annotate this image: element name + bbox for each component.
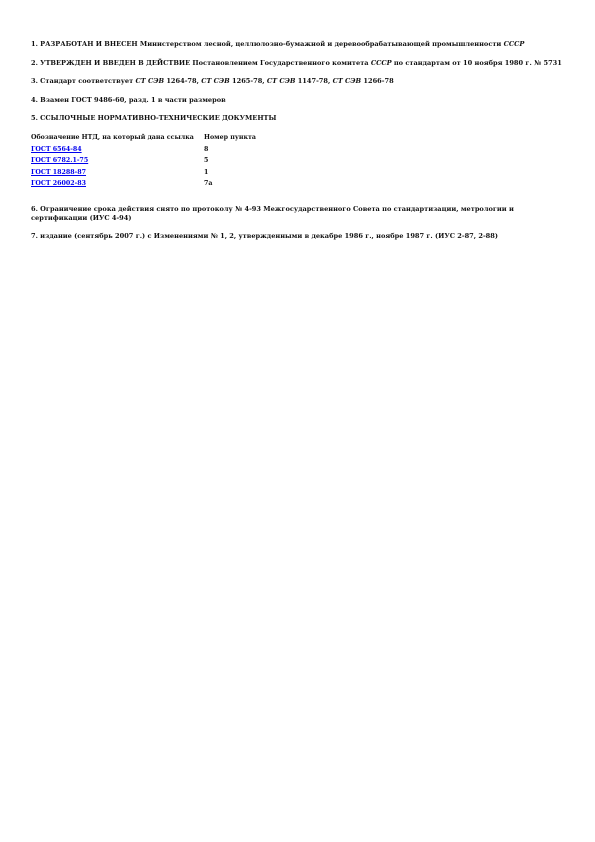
note-text: 4. Взамен ГОСТ 9486-60, разд. 1 в части размеров [31, 95, 226, 104]
reference-link[interactable]: ГОСТ 6782.1-75 [31, 157, 89, 165]
note-paragraph [31, 232, 571, 241]
note-text: СТ СЭВ [332, 77, 362, 85]
table-row [31, 180, 256, 192]
column-header-point: Номер пункта [204, 133, 256, 141]
note-paragraph [31, 96, 571, 105]
table-header-row [31, 133, 256, 146]
point-number: 5 [204, 157, 209, 165]
table-row [31, 146, 256, 158]
note-paragraph [31, 205, 571, 223]
note-text: СТ СЭВ [201, 77, 230, 85]
note-text: 1264-78, [164, 77, 202, 85]
document-page [31, 40, 571, 251]
note-text: 1265-78, [229, 77, 267, 85]
note-text: 1266-78 [361, 77, 394, 85]
note-paragraph [31, 114, 571, 123]
note-text: по стандартам от 10 ноября 1980 г. № 5731 [391, 58, 562, 67]
notes-after-table [31, 205, 571, 242]
reference-link[interactable]: ГОСТ 6564-84 [31, 145, 82, 153]
note-text: СССР [370, 58, 392, 67]
note-text: СТ СЭВ [266, 77, 296, 85]
reference-link[interactable]: ГОСТ 18288-87 [31, 168, 87, 176]
note-text: СТ СЭВ [135, 77, 165, 85]
note-paragraph [31, 40, 571, 49]
note-paragraph [31, 77, 571, 86]
note-text: СССР [503, 40, 525, 48]
point-number: 7а [204, 180, 213, 188]
note-text: 1147-78, [295, 77, 333, 85]
note-text: 5. ССЫЛОЧНЫЕ НОРМАТИВНО-ТЕХНИЧЕСКИЕ ДОКУМЕНТЫ [31, 114, 277, 122]
note-paragraph [31, 59, 571, 68]
notes-before-table [31, 40, 571, 123]
table-row [31, 157, 256, 169]
table-row [31, 169, 256, 181]
note-text: 1. РАЗРАБОТАН И ВНЕСЕН Министерством лесной, целлюлозно-бумажной и деревообрабатывающей промышленности [31, 40, 504, 48]
references-table [31, 133, 256, 192]
point-number: 1 [204, 168, 209, 176]
point-number: 8 [204, 145, 209, 153]
column-header-document: Обозначение НТД, на который дана ссылка [31, 133, 194, 141]
note-text: 2. УТВЕРЖДЕН И ВВЕДЕН В ДЕЙСТВИЕ Постановлением Государственного комитета [31, 58, 371, 67]
note-text: 7. издание (сентябрь 2007 г.) с Изменениями № 1, 2, утвержденными в декабре 1986 г., ноябре 1987 г. (ИУС 2-87, 2-88) [31, 232, 498, 241]
note-text: 3. Стандарт соответствует [31, 77, 136, 85]
note-text: 6. Ограничение срока действия снято по протоколу № 4-93 Межгосударственного Совета по стандартизации, метрологии и сертификации (ИУС 4-94) [31, 204, 514, 222]
reference-link[interactable]: ГОСТ 26002-83 [31, 180, 87, 188]
